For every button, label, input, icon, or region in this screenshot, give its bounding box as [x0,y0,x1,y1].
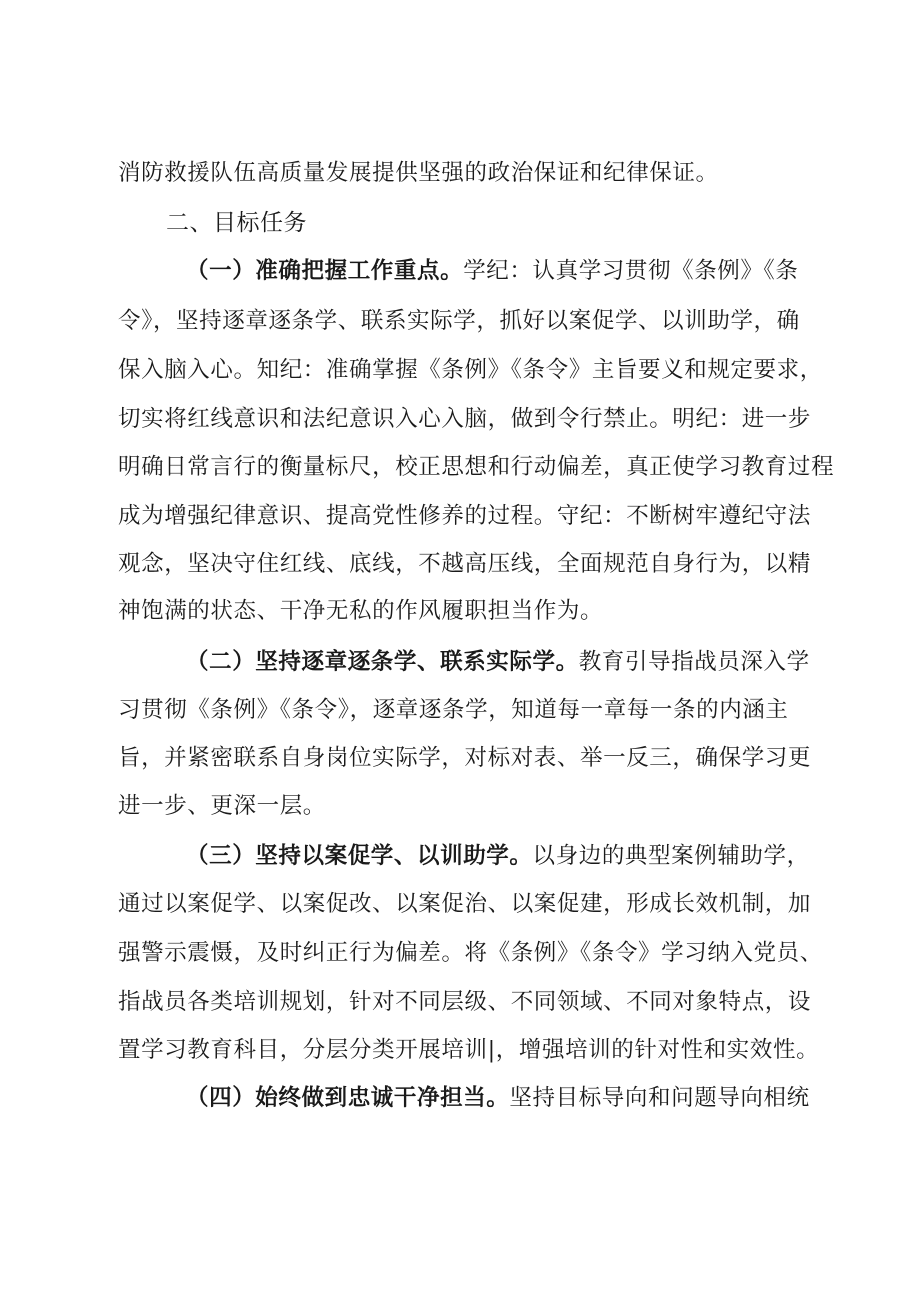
item-4-text: 坚持目标导向和问题导向相统 [509,1085,810,1111]
item-1-line-7: 观念，坚决守住红线、底线，不越高压线，全面规范自身行为，以精 [118,551,812,577]
paragraph-item-4-line-1 [186,1083,810,1113]
item-2-line-4: 进一步、更深一层。 [118,793,326,819]
item-1-line-5: 明确日常言行的衡量标尺，校正思想和行动偏差，真正使学习教育过程 [118,454,835,480]
section-heading: 二、目标任务 [166,210,307,236]
item-1-line-6: 成为增强纪律意识、提高党性修养的过程。守纪：不断树牢遵纪守法 [118,503,812,529]
item-3-line-2: 通过以案促学、以案促改、以案促治、以案促建，形成长效机制，加 [118,891,812,917]
intro-line: 消防救援队伍高质量发展提供坚强的政治保证和纪律保证。 [118,160,719,186]
item-3-line-5: 置学习教育科目，分层分类开展培训|，增强培训的针对性和实效性。 [118,1037,820,1063]
paragraph-item-1-line-1 [186,256,798,286]
paragraph-item-3-line-1 [186,841,810,871]
item-1-line-2: 令》，坚持逐章逐条学、联系实际学，抓好以案促学、以训助学，确 [118,308,800,334]
item-3-heading: （三）坚持以案促学、以训助学。 [186,843,533,869]
item-1-heading: （一）准确把握工作重点。 [186,258,464,284]
item-2-line-2: 习贯彻《条例》《条令》，逐章逐条学，知道每一章每一条的内涵主 [118,697,789,723]
item-3-line-3: 强警示震慑，及时纠正行为偏差。将《条例》《条令》学习纳入党员、 [118,940,823,966]
item-1-line-8: 神饱满的状态、干净无私的作风履职担当作为。 [118,598,604,624]
item-1-text: 学纪：认真学习贯彻《条例》《条 [463,258,799,284]
item-2-line-3: 旨，并紧密联系自身岗位实际学，对标对表、举一反三，确保学习更 [118,745,812,771]
item-1-line-3: 保入脑入心。知纪：准确掌握《条例》《条令》主旨要义和规定要求， [118,357,823,383]
item-4-heading: （四）始终做到忠诚干净担当。 [186,1085,510,1111]
item-2-text: 教育引导指战员深入学 [578,649,810,675]
item-1-line-4: 切实将红线意识和法纪意识入心入脑，做到令行禁止。明纪：进一步 [118,406,812,432]
item-2-heading: （二）坚持逐章逐条学、联系实际学。 [186,649,579,675]
item-3-line-4: 指战员各类培训规划，针对不同层级、不同领域、不同对象特点，设 [118,989,812,1015]
item-3-text: 以身边的典型案例辅助学， [532,843,810,869]
paragraph-item-2-line-1 [186,647,810,677]
